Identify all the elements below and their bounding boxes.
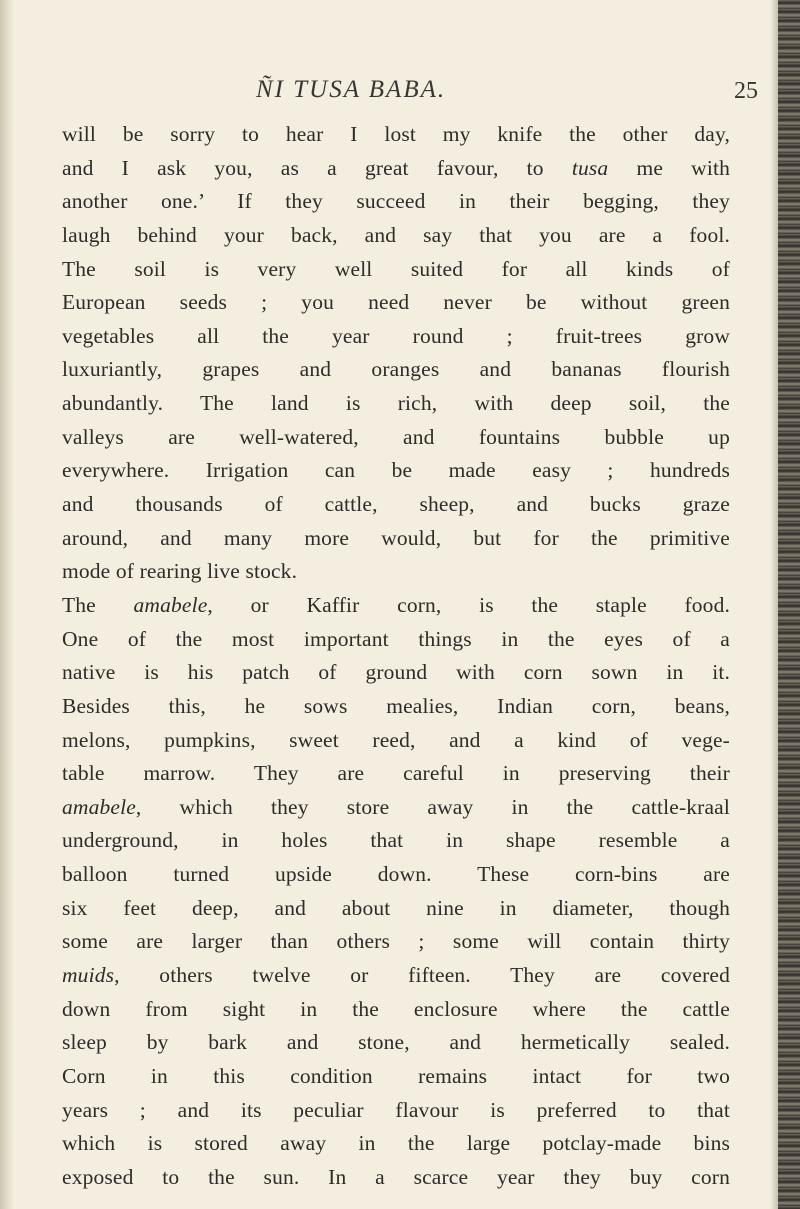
- text-line: [62, 892, 730, 926]
- text-segment: melons, pumpkins, sweet reed, and a kind of vege-: [62, 727, 730, 752]
- page-edge: [778, 0, 800, 1209]
- text-line: [62, 1094, 730, 1128]
- text-line: [62, 320, 730, 354]
- text-segment: exposed to the sun. In a scarce year they buy corn: [62, 1164, 730, 1189]
- text-segment: balloon turned upside down. These corn-bins are: [62, 862, 730, 887]
- text-segment: which is stored away in the large potclay-made bins: [62, 1131, 730, 1156]
- italic-term: muids: [62, 963, 115, 988]
- text-line: [62, 522, 730, 556]
- text-line: [62, 253, 730, 287]
- text-line: [62, 1161, 730, 1195]
- text-line: [62, 185, 730, 219]
- text-segment: native is his patch of ground with corn sown in it.: [62, 660, 730, 685]
- text-line: [62, 589, 730, 623]
- text-line: [62, 387, 730, 421]
- italic-term: amabele: [133, 592, 208, 617]
- text-segment: , others twelve or fifteen. They are covered: [114, 963, 730, 988]
- body-text: [62, 118, 730, 1195]
- text-line: [62, 656, 730, 690]
- text-line: [62, 421, 730, 455]
- text-segment: will be sorry to hear I lost my knife the other day,: [62, 122, 730, 146]
- text-segment: down from sight in the enclosure where the cattle: [62, 996, 730, 1021]
- text-line: [62, 286, 730, 320]
- page-gutter-shadow: [0, 0, 14, 1209]
- text-segment: , or Kaffir corn, is the staple food.: [207, 592, 730, 617]
- text-line: [62, 555, 730, 589]
- text-line: [62, 219, 730, 253]
- text-segment: another one.’ If they succeed in their begging, they: [62, 189, 730, 214]
- text-line: [62, 1026, 730, 1060]
- text-segment: some are larger than others ; some will contain thirty: [62, 929, 730, 954]
- text-segment: The: [62, 592, 134, 617]
- text-line: [62, 1060, 730, 1094]
- text-line: [62, 993, 730, 1027]
- text-line: [62, 925, 730, 959]
- text-line: [62, 488, 730, 522]
- text-segment: European seeds ; you need never be without green: [62, 290, 730, 315]
- text-segment: mode of rearing live stock.: [62, 559, 298, 584]
- text-segment: laugh behind your back, and say that you are a fool.: [62, 222, 730, 247]
- text-segment: everywhere. Irrigation can be made easy ; hundreds: [62, 458, 730, 483]
- italic-term: amabele: [62, 794, 136, 819]
- running-title: ÑI TUSA BABA.: [256, 76, 447, 103]
- page-number: 25: [734, 78, 758, 104]
- text-segment: sleep by bark and stone, and hermetically sealed.: [62, 1030, 730, 1055]
- text-segment: underground, in holes that in shape resemble a: [62, 828, 730, 853]
- text-line: [62, 1127, 730, 1161]
- text-line: [62, 757, 730, 791]
- text-segment: around, and many more would, but for the primitive: [62, 525, 730, 550]
- text-segment: and I ask you, as a great favour, to: [62, 155, 572, 180]
- text-line: [62, 791, 730, 825]
- text-segment: Besides this, he sows mealies, Indian corn, beans,: [62, 693, 730, 718]
- text-segment: me with: [608, 155, 730, 180]
- text-segment: table marrow. They are careful in preserving their: [62, 761, 730, 786]
- text-line: [62, 152, 730, 186]
- text-line: [62, 118, 730, 152]
- text-line: [62, 858, 730, 892]
- text-segment: One of the most important things in the eyes of a: [62, 626, 730, 651]
- text-segment: abundantly. The land is rich, with deep soil, the: [62, 391, 730, 416]
- page-header: [0, 72, 776, 112]
- text-segment: luxuriantly, grapes and oranges and bananas flourish: [62, 357, 730, 382]
- text-line: [62, 959, 730, 993]
- text-segment: six feet deep, and about nine in diameter, though: [62, 895, 730, 920]
- italic-term: tusa: [571, 155, 609, 180]
- text-line: [62, 724, 730, 758]
- text-segment: vegetables all the year round ; fruit-trees grow: [62, 323, 730, 348]
- text-segment: Corn in this condition remains intact for two: [62, 1063, 730, 1088]
- text-segment: The soil is very well suited for all kinds of: [62, 256, 730, 281]
- text-segment: and thousands of cattle, sheep, and bucks graze: [62, 492, 730, 517]
- text-line: [62, 690, 730, 724]
- text-segment: , which they store away in the cattle-kraal: [135, 794, 730, 819]
- text-segment: valleys are well-watered, and fountains bubble up: [62, 424, 730, 449]
- text-line: [62, 623, 730, 657]
- text-line: [62, 454, 730, 488]
- text-segment: years ; and its peculiar flavour is preferred to that: [62, 1097, 730, 1122]
- text-line: [62, 824, 730, 858]
- text-line: [62, 353, 730, 387]
